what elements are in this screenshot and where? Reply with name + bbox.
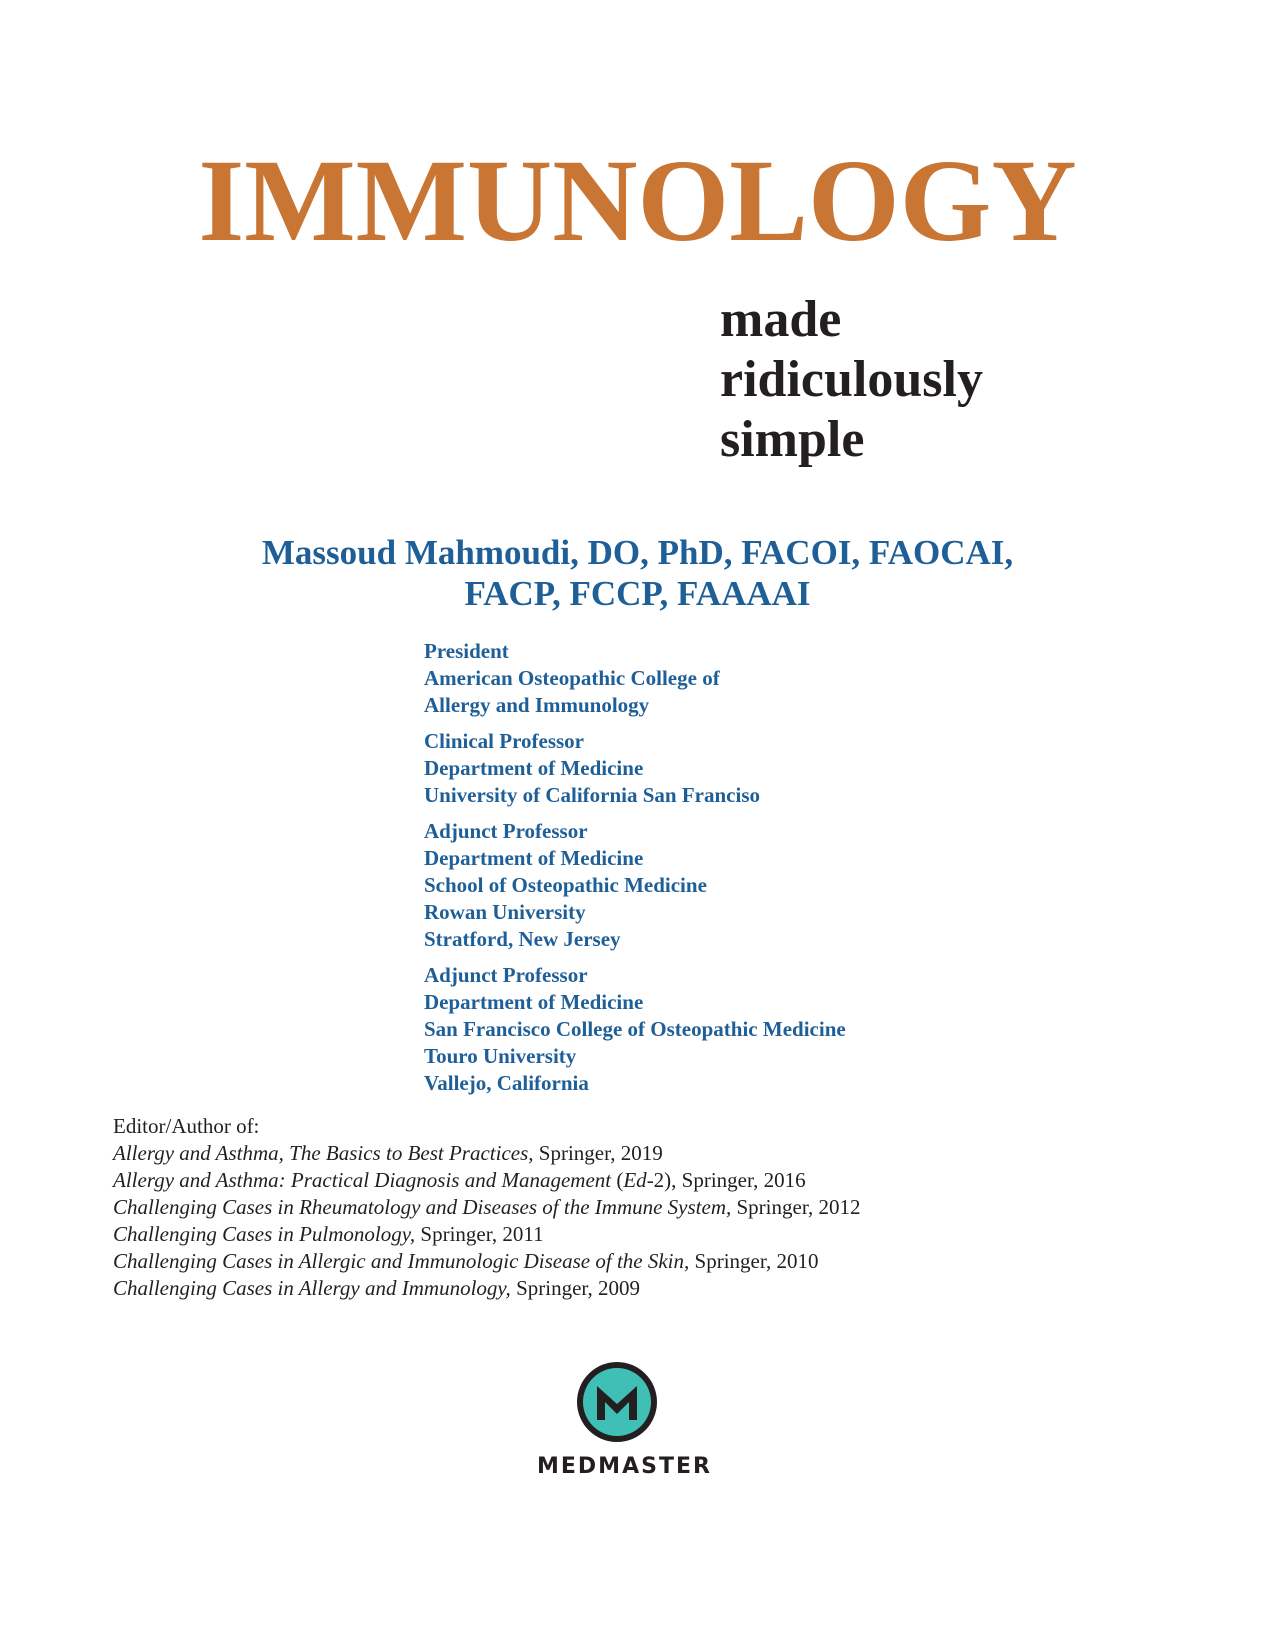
book-entry-edition: Ed xyxy=(623,1168,647,1192)
affiliation-line: School of Osteopathic Medicine xyxy=(424,873,707,897)
affiliation-line: Department of Medicine xyxy=(424,846,644,870)
author-affiliations xyxy=(424,638,846,1106)
subtitle-line: made xyxy=(720,291,842,348)
affiliation-line: American Osteopathic College of xyxy=(424,666,720,690)
book-entry xyxy=(113,1140,860,1167)
subtitle-line: simple xyxy=(720,411,865,468)
book-entry-paren: ( xyxy=(611,1168,624,1192)
book-entry-publisher: Springer, 2009 xyxy=(510,1276,641,1300)
book-entry-title: Allergy and Asthma, The Basics to Best Practices, xyxy=(113,1141,534,1165)
book-entry-title: Allergy and Asthma: Practical Diagnosis and Management xyxy=(113,1168,612,1192)
book-subtitle xyxy=(720,290,983,470)
book-entry-publisher: Springer, 2019 xyxy=(533,1141,663,1165)
affiliation-group xyxy=(424,638,846,719)
book-entry-title: Challenging Cases in Allergic and Immunologic Disease of the Skin, xyxy=(113,1249,690,1273)
book-entry-publisher: Springer, 2012 xyxy=(731,1195,861,1219)
affiliation-line: Adjunct Professor xyxy=(424,819,588,843)
affiliation-group xyxy=(424,818,846,953)
affiliation-line: Touro University xyxy=(424,1044,577,1068)
book-entry xyxy=(113,1194,860,1221)
other-books-list xyxy=(113,1113,860,1302)
affiliation-line: University of California San Franciso xyxy=(424,783,760,807)
publisher-logo xyxy=(537,1360,712,1479)
book-title: IMMUNOLOGY xyxy=(198,135,1077,266)
affiliation-line: President xyxy=(424,639,509,663)
affiliation-line: Rowan University xyxy=(424,900,586,924)
affiliation-line: Adjunct Professor xyxy=(424,963,588,987)
subtitle-line: ridiculously xyxy=(720,351,983,408)
author-line: Massoud Mahmoudi, DO, PhD, FACOI, FAOCAI, xyxy=(261,533,1014,572)
other-books-heading: Editor/Author of: xyxy=(113,1114,260,1138)
author-line: FACP, FCCP, FAAAAI xyxy=(464,574,811,613)
affiliation-line: Vallejo, California xyxy=(424,1071,589,1095)
publisher-name: MEDMASTER xyxy=(537,1454,712,1479)
book-entry-publisher: Springer, 2010 xyxy=(689,1249,819,1273)
author-name xyxy=(0,532,1275,614)
affiliation-line: Department of Medicine xyxy=(424,756,644,780)
affiliation-line: Clinical Professor xyxy=(424,729,585,753)
book-entry xyxy=(113,1221,860,1248)
book-entry-publisher: -2), Springer, 2016 xyxy=(646,1168,806,1192)
book-entry-publisher: Springer, 2011 xyxy=(415,1222,544,1246)
book-entry xyxy=(113,1275,860,1302)
affiliation-group xyxy=(424,962,846,1097)
affiliation-group xyxy=(424,728,846,809)
book-entry-title: Challenging Cases in Allergy and Immunology, xyxy=(113,1276,511,1300)
book-entry xyxy=(113,1167,860,1194)
affiliation-line: Department of Medicine xyxy=(424,990,644,1014)
book-entry xyxy=(113,1248,860,1275)
book-entry-title: Challenging Cases in Rheumatology and Diseases of the Immune System, xyxy=(113,1195,732,1219)
affiliation-line: Allergy and Immunology xyxy=(424,693,650,717)
book-entry-title: Challenging Cases in Pulmonology, xyxy=(113,1222,416,1246)
affiliation-line: Stratford, New Jersey xyxy=(424,927,621,951)
affiliation-line: San Francisco College of Osteopathic Medicine xyxy=(424,1017,846,1041)
medmaster-m-logo-icon xyxy=(575,1360,659,1444)
